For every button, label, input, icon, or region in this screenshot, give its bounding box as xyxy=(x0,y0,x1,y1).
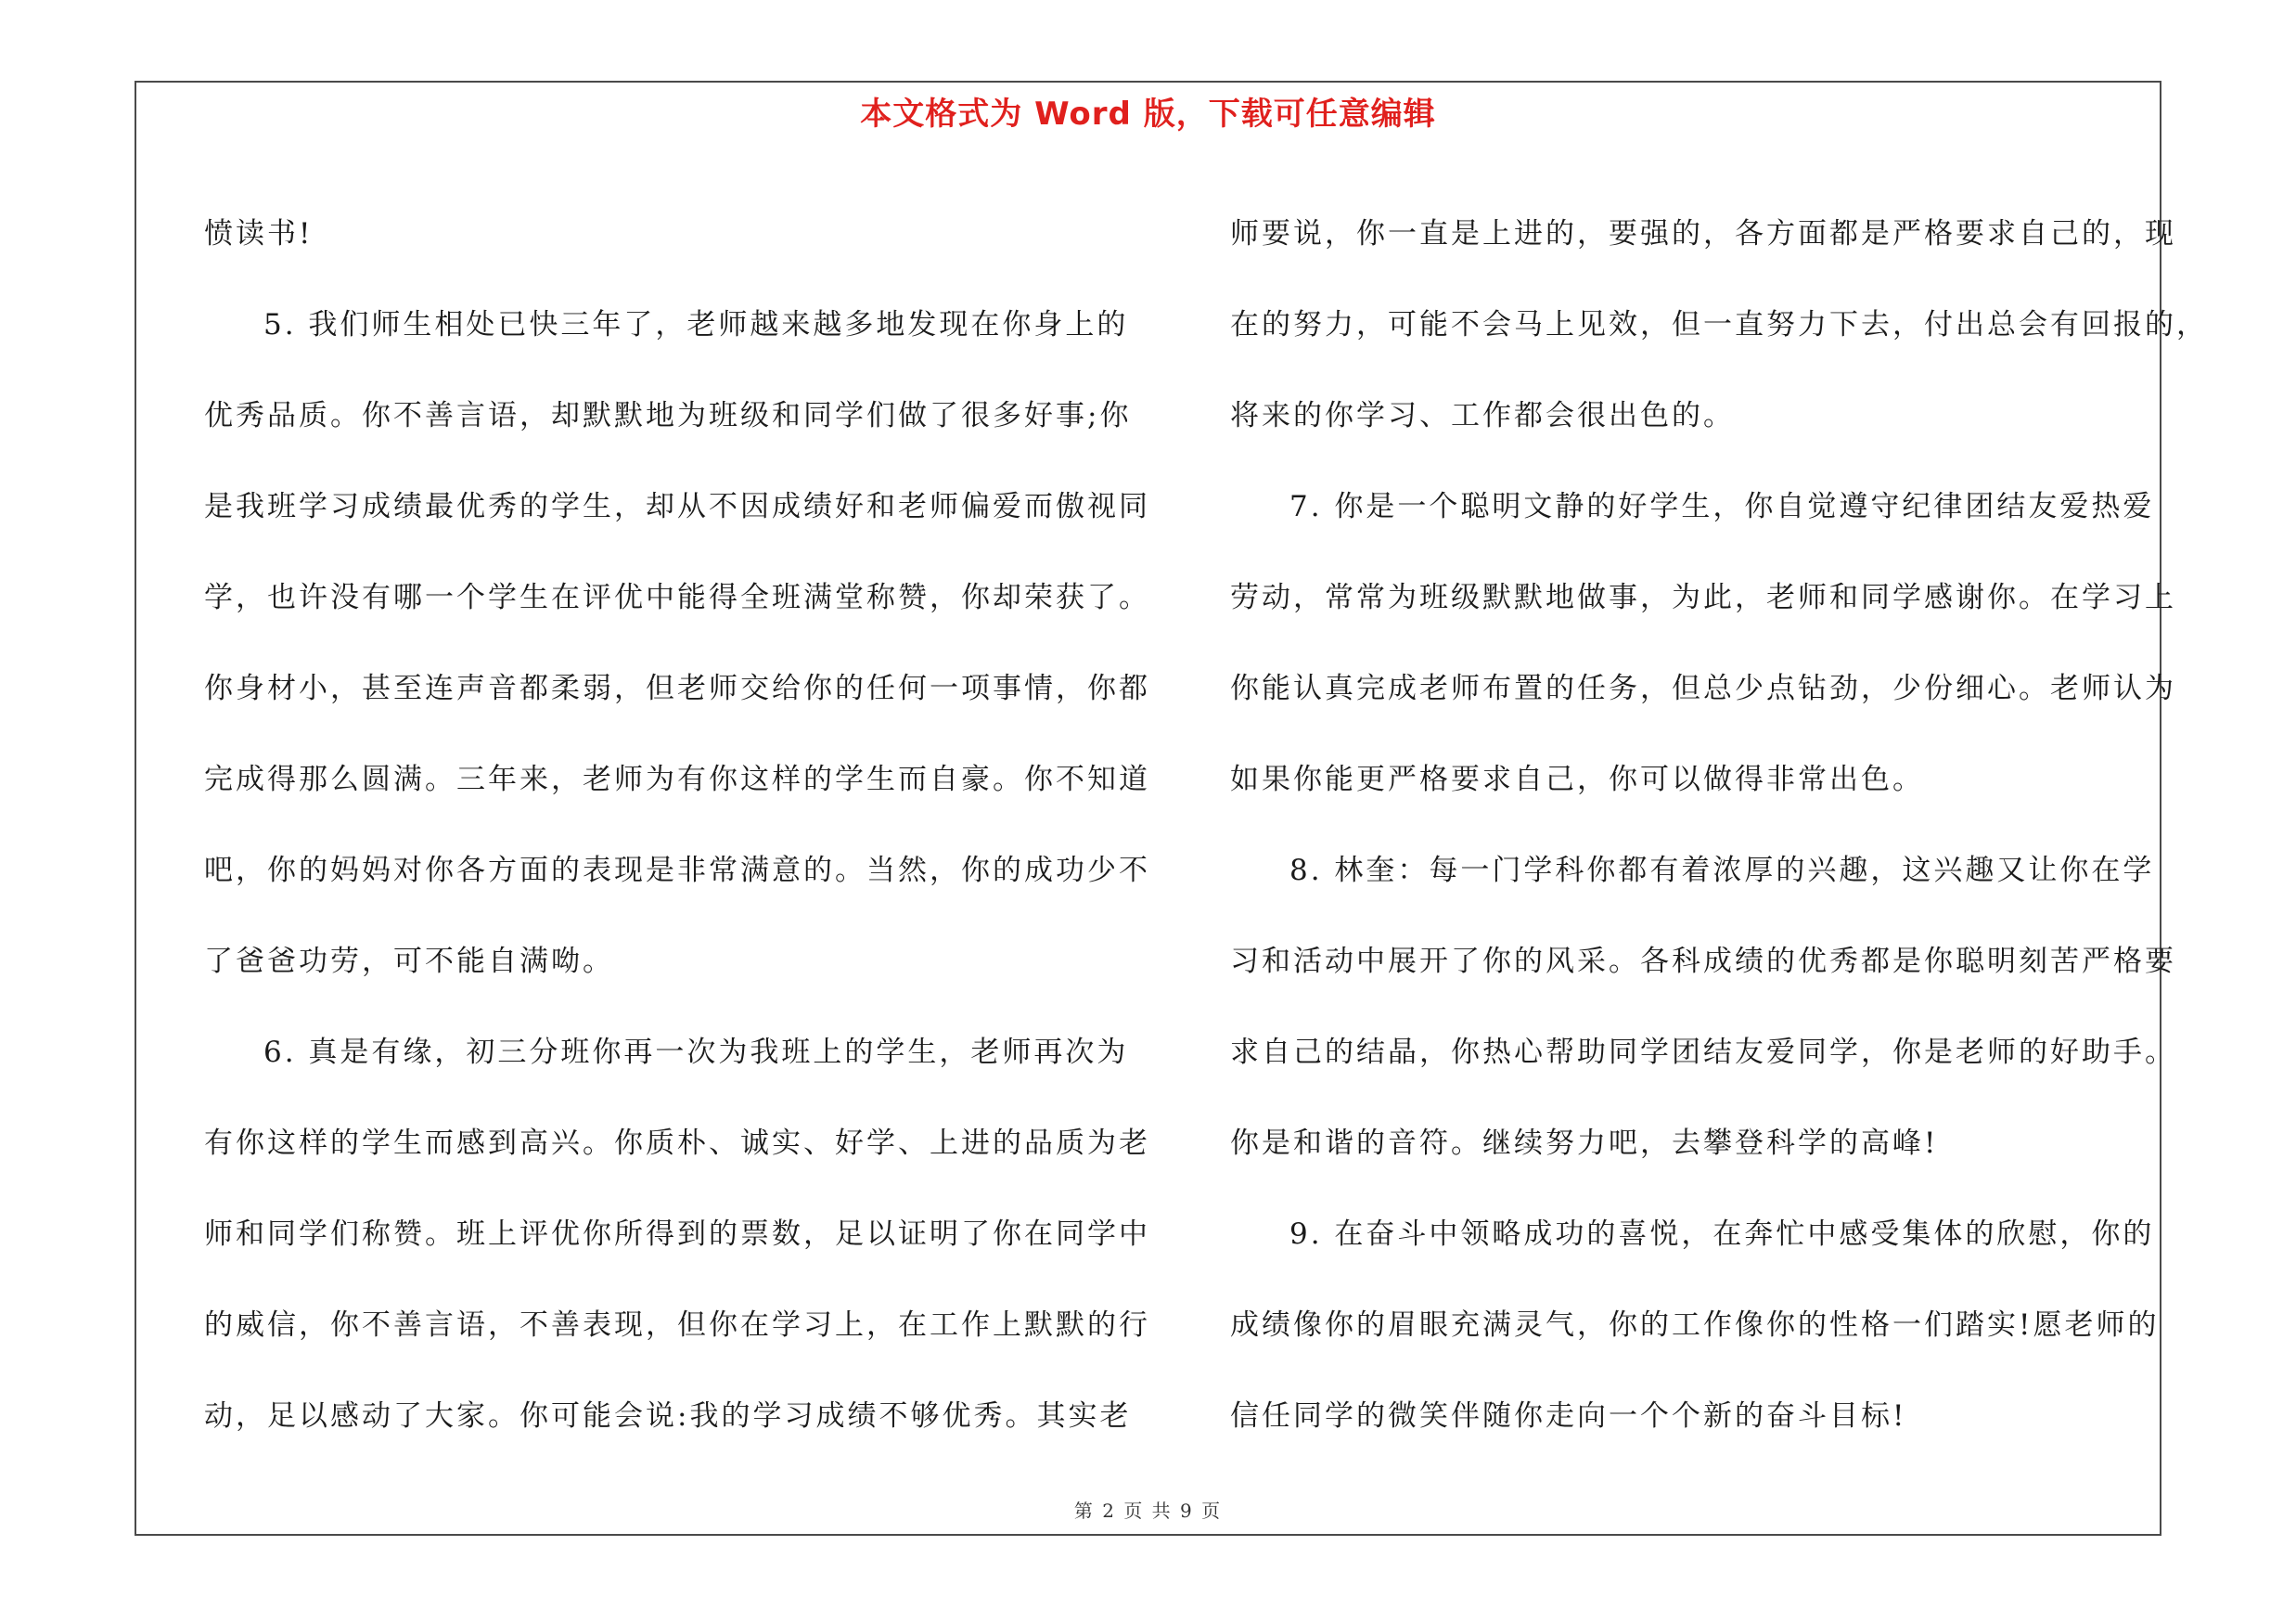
text-line: 你能认真完成老师布置的任务，但总少点钻劲，少份细心。老师认为 xyxy=(1230,672,2176,705)
text-line: 7. 你是一个聪明文静的好学生，你自觉遵守纪律团结友爱热爱 xyxy=(1289,490,2155,523)
right-text-column xyxy=(1230,188,2208,1462)
text-line: 劳动，常常为班级默默地做事，为此，老师和同学感谢你。在学习上 xyxy=(1230,581,2176,614)
text-line: 习和活动中展开了你的风采。各科成绩的优秀都是你聪明刻苦严格要 xyxy=(1230,945,2176,978)
format-notice-header: 本文格式为 Word 版，下载可任意编辑 xyxy=(860,96,1436,133)
text-line: 在的努力，可能不会马上见效，但一直努力下去，付出总会有回报的， xyxy=(1230,308,2208,341)
page-number-footer: 第 2 页 共 9 页 xyxy=(1073,1500,1223,1522)
text-line: 成绩像你的眉眼充满灵气，你的工作像你的性格一们踏实!愿老师的 xyxy=(1230,1308,2160,1342)
text-line: 优秀品质。你不善言语，却默默地为班级和同学们做了很多好事;你 xyxy=(204,399,1132,432)
left-text-column xyxy=(204,188,1150,1462)
text-line: 6. 真是有缘，初三分班你再一次为我班上的学生，老师再次为 xyxy=(263,1036,1129,1069)
text-line: 吧，你的妈妈对你各方面的表现是非常满意的。当然，你的成功少不 xyxy=(204,854,1150,887)
text-line: 9. 在奋斗中领略成功的喜悦，在奔忙中感受集体的欣慰，你的 xyxy=(1289,1217,2155,1251)
text-line: 是我班学习成绩最优秀的学生，却从不因成绩好和老师偏爱而傲视同 xyxy=(204,490,1150,523)
text-line: 完成得那么圆满。三年来，老师为有你这样的学生而自豪。你不知道 xyxy=(204,763,1150,796)
text-line: 5. 我们师生相处已快三年了，老师越来越多地发现在你身上的 xyxy=(263,308,1129,341)
text-line: 师要说，你一直是上进的，要强的，各方面都是严格要求自己的，现 xyxy=(1230,217,2176,251)
text-line: 有你这样的学生而感到高兴。你质朴、诚实、好学、上进的品质为老 xyxy=(204,1127,1150,1160)
text-line: 求自己的结晶，你热心帮助同学团结友爱同学，你是老师的好助手。 xyxy=(1230,1036,2176,1069)
text-line: 你是和谐的音符。继续努力吧，去攀登科学的高峰! xyxy=(1230,1127,1939,1160)
text-line: 动，足以感动了大家。你可能会说:我的学习成绩不够优秀。其实老 xyxy=(204,1399,1132,1433)
text-line: 如果你能更严格要求自己，你可以做得非常出色。 xyxy=(1230,763,1924,796)
text-line: 愤读书! xyxy=(204,217,314,251)
text-line: 信任同学的微笑伴随你走向一个个新的奋斗目标! xyxy=(1230,1399,1907,1433)
text-line: 的威信，你不善言语，不善表现，但你在学习上，在工作上默默的行 xyxy=(204,1308,1150,1342)
text-line: 将来的你学习、工作都会很出色的。 xyxy=(1230,399,1735,432)
text-line: 学，也许没有哪一个学生在评优中能得全班满堂称赞，你却荣获了。 xyxy=(204,581,1150,614)
text-line: 师和同学们称赞。班上评优你所得到的票数，足以证明了你在同学中 xyxy=(204,1217,1150,1251)
text-line: 了爸爸功劳，可不能自满呦。 xyxy=(204,945,614,978)
text-line: 你身材小，甚至连声音都柔弱，但老师交给你的任何一项事情，你都 xyxy=(204,672,1150,705)
text-line: 8. 林奎：每一门学科你都有着浓厚的兴趣，这兴趣又让你在学 xyxy=(1289,854,2155,887)
